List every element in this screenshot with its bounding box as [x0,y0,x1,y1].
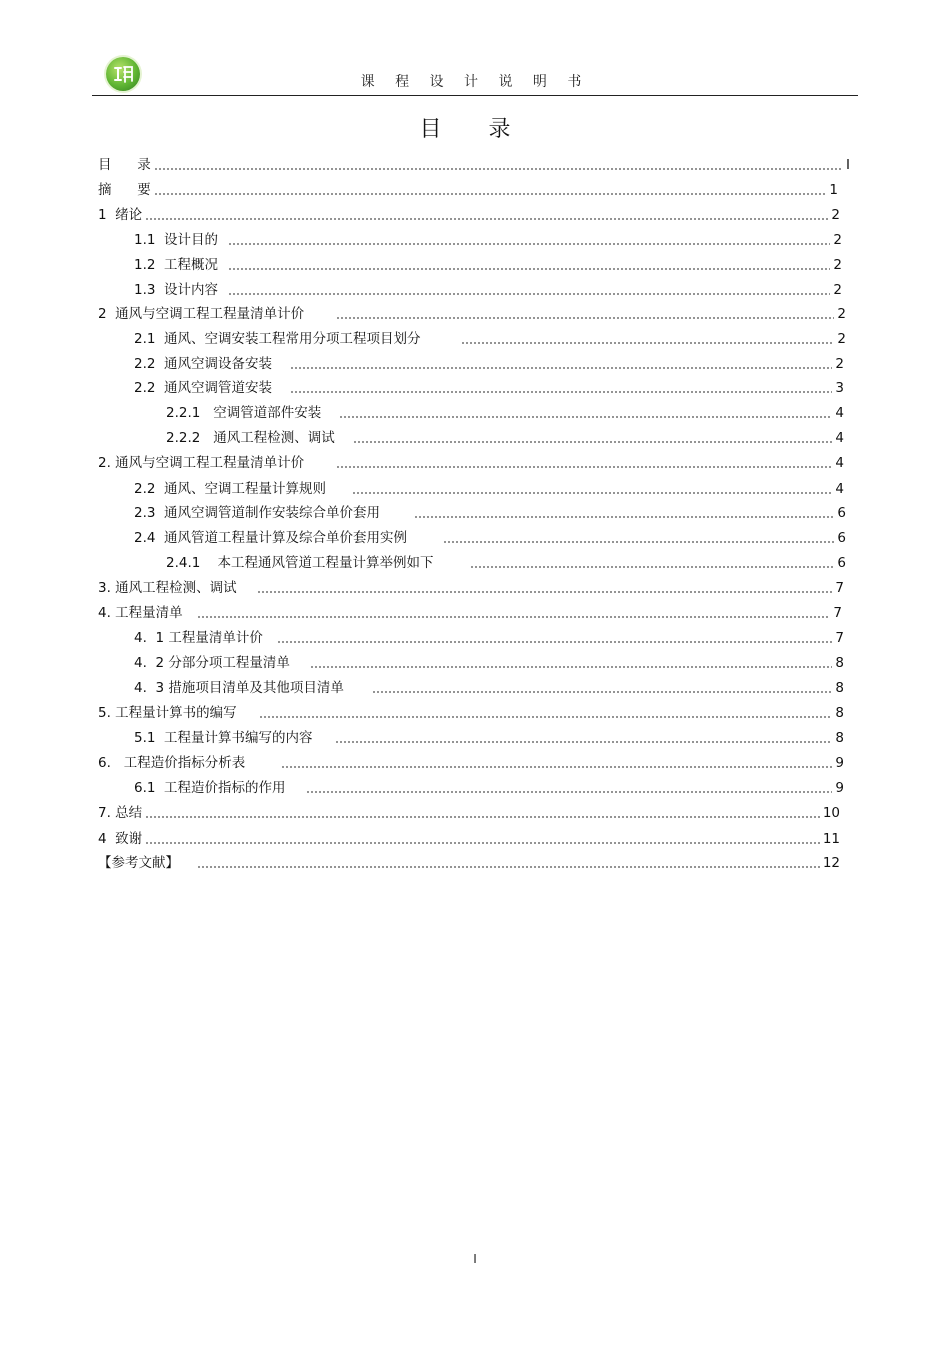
toc-entry-label: 2.2.1 空调管道部件安装 [166,405,322,421]
toc-entry[interactable] [98,303,846,323]
toc-entry[interactable] [134,279,842,299]
toc-entry[interactable] [98,702,844,722]
toc-entry-label: 摘 要 [98,182,151,198]
toc-entry-page: I [846,157,850,173]
toc-entry-label: 2.2 通风空调设备安装 [134,356,273,372]
toc-leader-dots [414,516,834,518]
toc-entry-page: 8 [835,655,844,671]
toc-entry-label: 4. 1 工程量清单计价 [134,630,263,646]
toc-entry-page: 9 [835,755,844,771]
toc-entry-page: 8 [835,680,844,696]
toc-leader-dots [145,816,820,818]
toc-entry[interactable] [166,427,844,447]
toc-entry[interactable] [98,452,844,472]
toc-entry[interactable] [134,502,846,522]
toc-entry-label: 1 绪论 [98,207,143,223]
toc-leader-dots [281,766,832,768]
toc-entry[interactable] [134,527,846,547]
toc-entry-page: 12 [822,855,840,871]
toc-entry-page: 7 [835,580,844,596]
toc-leader-dots [353,441,833,443]
toc-entry[interactable] [134,652,844,672]
toc-entry[interactable] [166,402,844,422]
toc-entry-page: 6 [837,530,846,546]
toc-entry[interactable] [134,677,844,697]
toc-leader-dots [336,317,834,319]
toc-entry-page: 4 [835,455,844,471]
toc-leader-dots [145,218,828,220]
toc-entry-page: 9 [835,780,844,796]
toc-leader-dots [461,342,835,344]
toc-entry[interactable] [134,353,844,373]
toc-entry-page: 7 [835,630,844,646]
toc-leader-dots [310,666,833,668]
toc-entry[interactable] [98,852,840,872]
toc-leader-dots [290,391,832,393]
toc-entry-page: 2 [837,331,846,347]
toc-entry-label: 【参考文献】 [98,855,179,871]
toc-entry-page: 4 [835,481,844,497]
toc-entry-page: 7 [833,605,842,621]
toc-entry[interactable] [134,627,844,647]
toc-entry-label: 1.2 工程概况 [134,257,219,273]
toc-entry-label: 4 致谢 [98,831,143,847]
toc-entry[interactable] [98,577,844,597]
toc-entry[interactable] [98,752,844,772]
toc-entry-label: 2.2 通风空调管道安装 [134,380,273,396]
toc-entry-page: 4 [835,405,844,421]
toc-entry[interactable] [166,552,846,572]
footer-page-number: I [473,1252,477,1266]
toc-leader-dots [259,716,833,718]
toc-entry-page: 2 [833,282,842,298]
toc-entry[interactable] [98,828,840,848]
toc-leader-dots [197,866,820,868]
toc-leader-dots [339,416,832,418]
toc-entry-label: 6.1 工程造价指标的作用 [134,780,286,796]
toc-leader-dots [443,541,834,543]
toc-entry-page: 2 [837,306,846,322]
toc-entry-label: 5.1 工程量计算书编写的内容 [134,730,313,746]
toc-entry-label: 1.3 设计内容 [134,282,219,298]
toc-entry-page: 3 [835,380,844,396]
toc-entry-page: 2 [833,257,842,273]
toc-leader-dots [228,268,830,270]
header-divider [92,95,858,96]
toc-entry[interactable] [134,254,842,274]
toc-leader-dots [228,293,830,295]
toc-leader-dots [290,367,832,369]
toc-leader-dots [306,791,833,793]
toc-entry-label: 2.3 通风空调管道制作安装综合单价套用 [134,505,381,521]
toc-entry-label: 6. 工程造价指标分析表 [98,755,246,771]
toc-entry[interactable] [134,229,842,249]
toc-entry-page: 8 [835,705,844,721]
toc-entry[interactable] [134,478,844,498]
toc-entry-label: 7. 总结 [98,805,143,821]
toc-heading: 目 录 [419,117,531,142]
toc-entry-page: 10 [822,805,840,821]
toc-leader-dots [352,492,832,494]
toc-entry[interactable] [98,179,838,199]
toc-entry-page: 2 [831,207,840,223]
toc-entry-label: 2.1 通风、空调安装工程常用分项工程项目划分 [134,331,421,347]
toc-entry-label: 2.4 通风管道工程量计算及综合单价套用实例 [134,530,408,546]
toc-entry-label: 2.2 通风、空调工程量计算规则 [134,481,327,497]
toc-leader-dots [154,193,827,195]
toc-entry-label: 目 录 [98,157,151,173]
toc-entry[interactable] [98,204,840,224]
toc-entry-label: 4. 2 分部分项工程量清单 [134,655,290,671]
toc-leader-dots [372,691,833,693]
toc-entry-label: 4. 3 措施项目清单及其他项目清单 [134,680,344,696]
toc-entry[interactable] [134,727,844,747]
toc-entry-page: 1 [829,182,838,198]
toc-entry-page: 6 [837,505,846,521]
toc-leader-dots [277,641,833,643]
toc-entry-label: 5. 工程量计算书的编写 [98,705,237,721]
toc-leader-dots [257,591,833,593]
toc-leader-dots [470,566,835,568]
toc-leader-dots [197,616,831,618]
toc-entry-label: 2.4.1 本工程通风管道工程量计算举例如下 [166,555,434,571]
toc-entry-page: 6 [837,555,846,571]
toc-entry-label: 1.1 设计目的 [134,232,219,248]
toc-leader-dots [228,243,830,245]
toc-leader-dots [336,466,832,468]
toc-leader-dots [145,842,820,844]
toc-entry[interactable] [134,377,844,397]
toc-entry-label: 2 通风与空调工程工程量清单计价 [98,306,305,322]
toc-entry-page: 11 [822,831,840,847]
toc-entry-page: 4 [835,430,844,446]
toc-entry-page: 2 [833,232,842,248]
toc-entry-label: 4. 工程量清单 [98,605,183,621]
toc-entry[interactable] [134,328,846,348]
header-title: 课 程 设 计 说 明 书 [360,74,590,90]
toc-leader-dots [154,168,843,170]
toc-entry-page: 8 [835,730,844,746]
toc-entry-page: 2 [835,356,844,372]
toc-entry[interactable] [134,777,844,797]
toc-entry[interactable] [98,154,850,174]
toc-entry-label: 2. 通风与空调工程工程量清单计价 [98,455,305,471]
toc-entry-label: 3. 通风工程检测、调试 [98,580,237,596]
toc-entry[interactable] [98,602,842,622]
toc-entry-label: 2.2.2 通风工程检测、调试 [166,430,335,446]
toc-leader-dots [335,741,833,743]
toc-entry[interactable] [98,802,840,822]
